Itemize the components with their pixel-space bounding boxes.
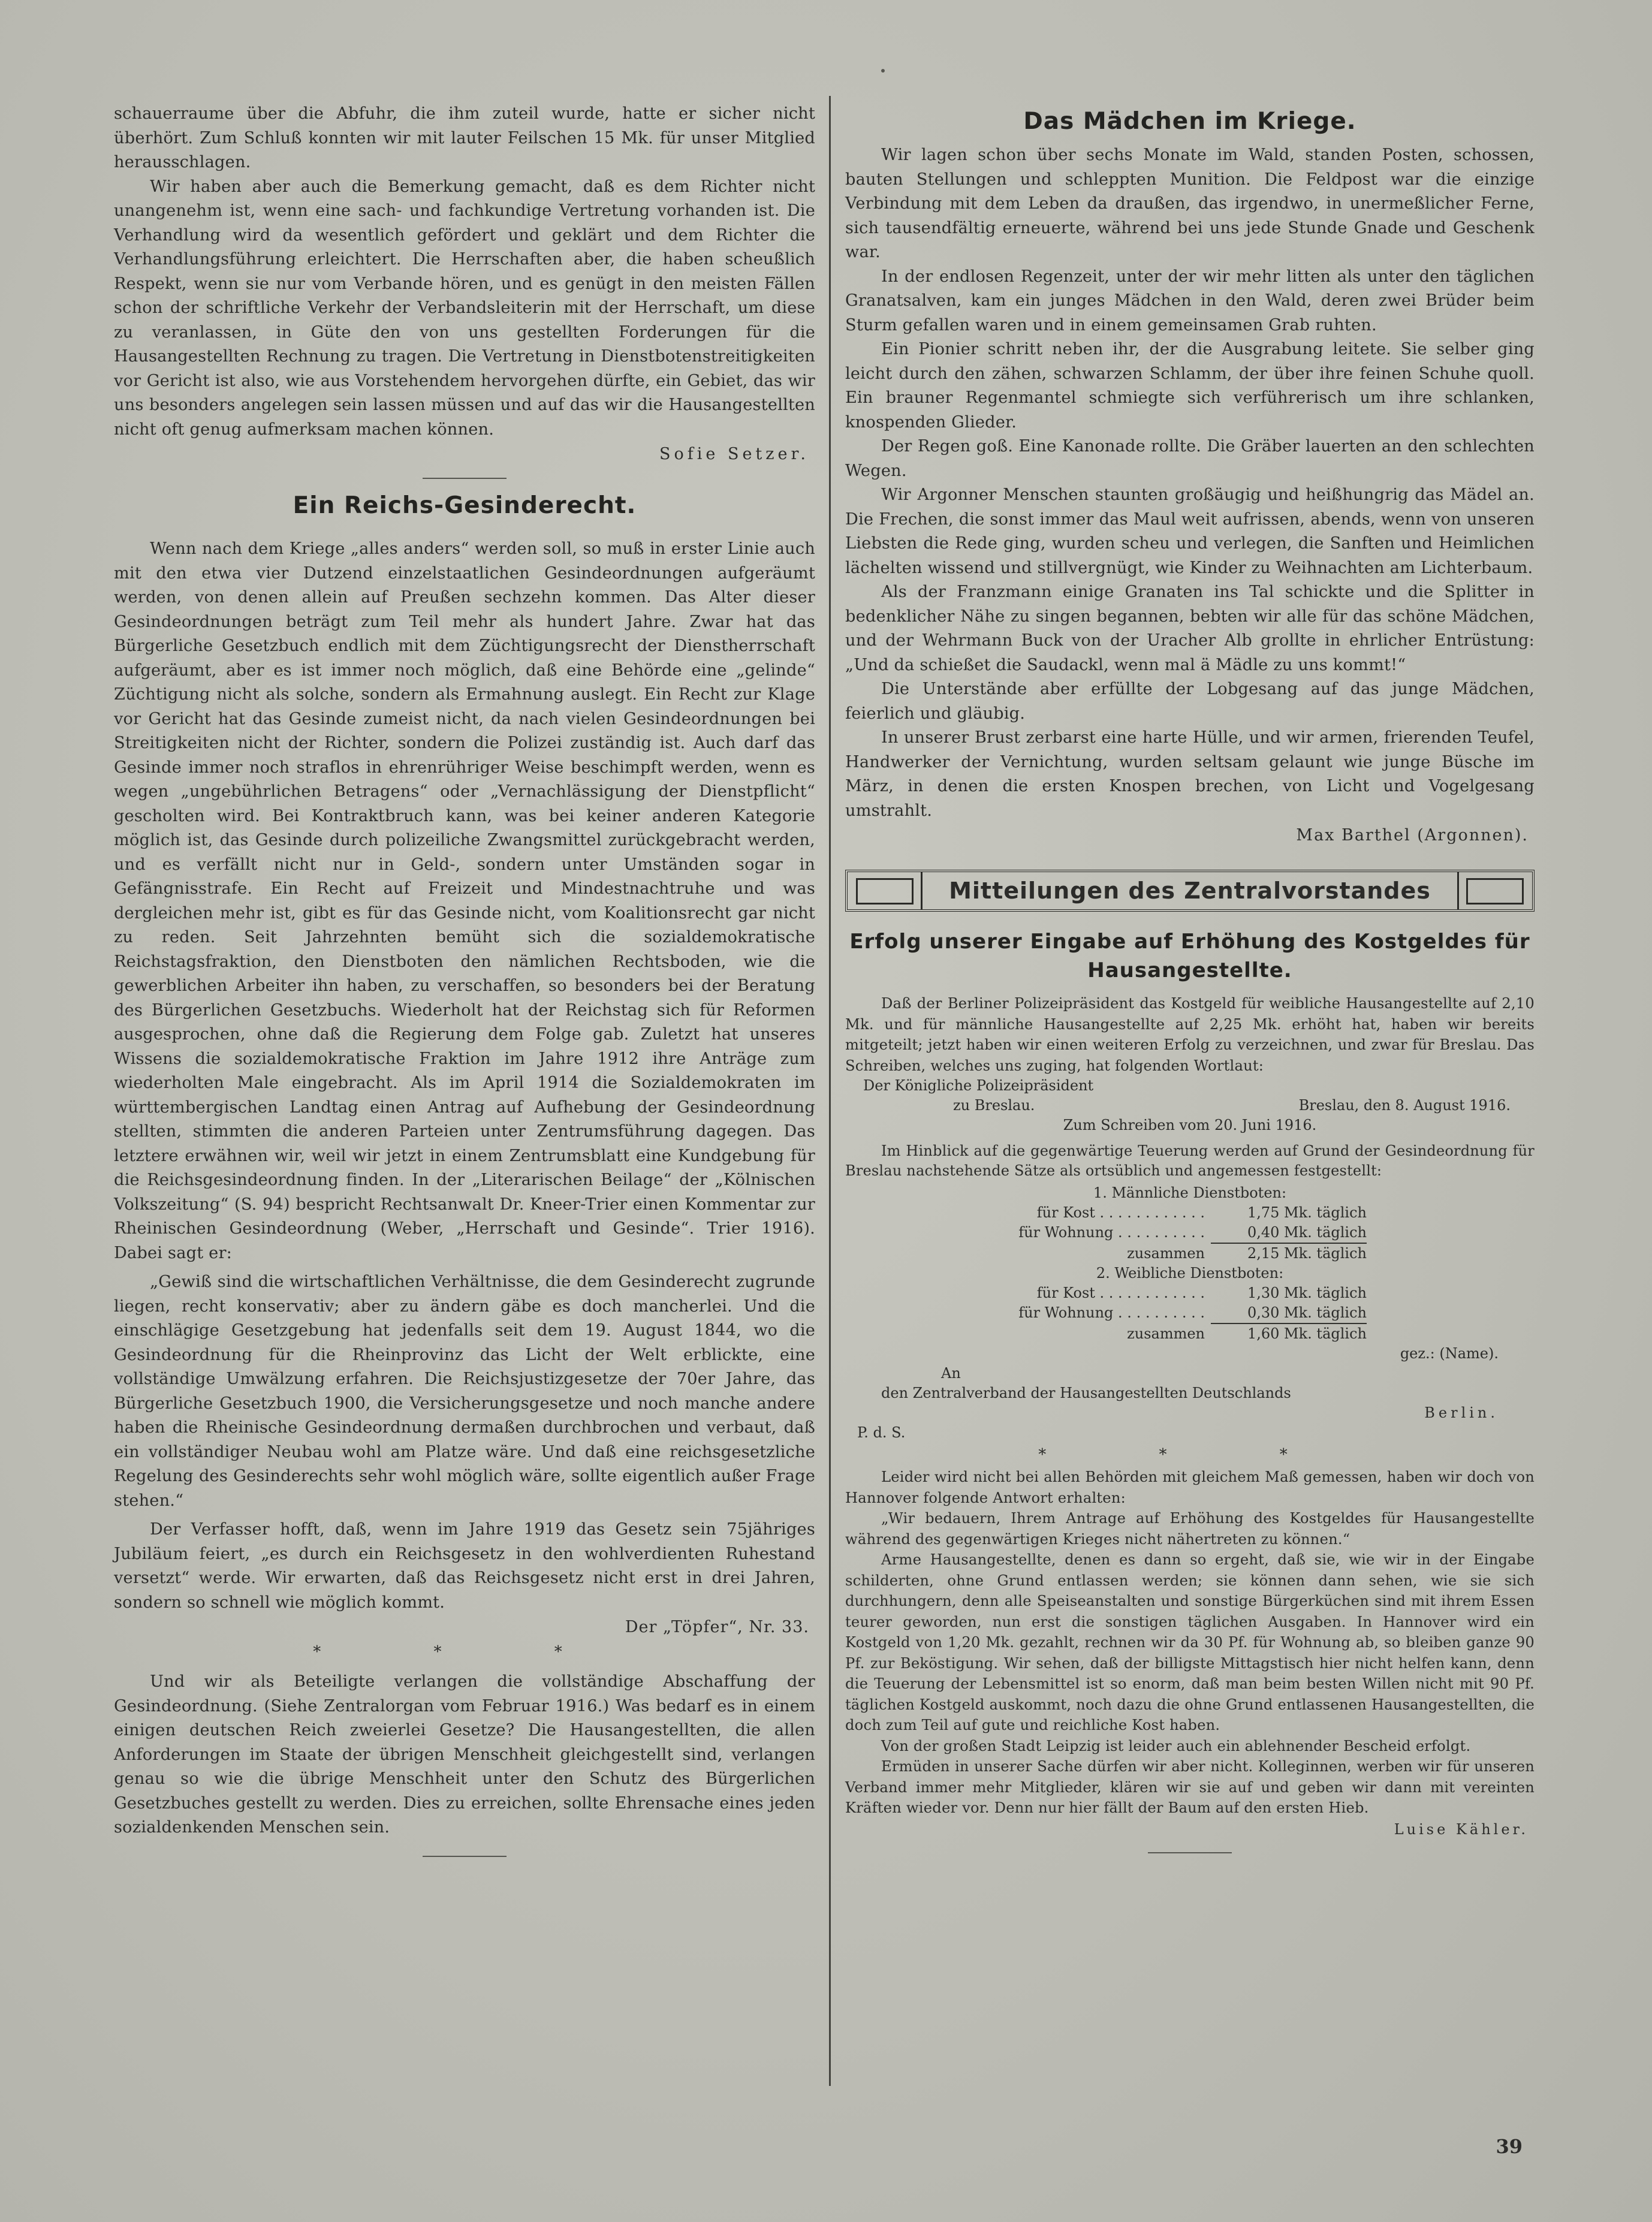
male-kost-label: für Kost . . . . . . . . . . . .: [1036, 1204, 1205, 1221]
story-paragraph: In unserer Brust zerbarst eine harte Hülle, und wir armen, frierenden Teufel, Handwerker der Vernichtung, wurden seltsam gelaunt wie junge Büsche im März, in denen die ersten Knospen brechen, von Licht und Vogelgesang umstrahlt.: [845, 728, 1535, 820]
female-row-total: [845, 1324, 1535, 1344]
female-total-value: 1,60 Mk. täglich: [1247, 1325, 1367, 1342]
story-paragraph: In der endlosen Regenzeit, unter der wir mehr litten als unter den täglichen Granatsalven, kam ein junges Mädchen in den Wald, deren zwei Brüder beim Sturm gefallen waren und in einem gemeinsamen Grab ruhten.: [845, 267, 1535, 334]
section-rule: [423, 478, 507, 479]
continued-paragraph-2: Wir haben aber auch die Bemerkung gemacht, daß es dem Richter nicht unangenehm ist, wenn eine sach- und fachkundige Vertretung vorhanden ist. Die Verhandlung wird da wesentlich gefördert und geklärt und dem Richter die Verhandlungsführung erleichtert. Die Herrschaften aber, die haben scheußlich Respekt, wenn sie nur vom Verbande hören, und es genügt in den meisten Fällen schon der schriftliche Verkehr der Verbandsleiterin mit der Herrschaft, um diese zu veranlassen, in Güte den von uns gestellten Forderungen für die Hausangestellten Rechnung zu tragen. Die Vertretung in Dienstbotenstreitigkeiten vor Gericht ist also, wie aus Vorstehendem hervorgehen dürfte, ein Gebiet, das wir uns besonders angelegen sein lassen müssen und auf das wir die Hausangestellten nicht oft genug aufmerksam machen können.: [114, 177, 815, 439]
story-title-maedchen-im-kriege: Das Mädchen im Kriege.: [1023, 108, 1356, 135]
story-paragraph: Die Unterstände aber erfüllte der Lobgesang auf das junge Mädchen, feierlich und gläubig.: [845, 680, 1535, 723]
male-kost-value: 1,75 Mk. täglich: [1247, 1204, 1367, 1221]
section-banner: [845, 870, 1535, 912]
story-paragraph: Wir Argonner Menschen staunten großäugig und heißhungrig das Mädel an. Die Frechen, die sonst immer das Maul weit aufrissen, abends, wenn von unseren Liebsten die Rede ging, wurden scheu und verlegen, die Sanften und Heimlichen lächelten wissend und stillvergnügt, wie Kinder zu Weihnachten am Lichterbaum.: [845, 486, 1535, 577]
letter-date: Breslau, den 8. August 1916.: [1298, 1097, 1511, 1114]
continued-paragraph-1: schauerraume über die Abfuhr, die ihm zuteil wurde, hatte er sicher nicht überhört. Zum Schluß konnten wir mit lauter Feilschen 15 Mk. für unser Mitglied herausschlagen.: [114, 104, 815, 171]
story-paragraph: Ein Pionier schritt neben ihr, der die Ausgrabung leitete. Sie selber ging leicht durch den zähen, schwarzen Schlamm, der über ihre feinen Schuhe quoll. Ein brauner Regenmantel schmiegte sich verführerisch um ihre schlanken, knospenden Glieder.: [845, 340, 1535, 432]
male-row-wohnung: [845, 1223, 1535, 1244]
male-row-kost: [845, 1203, 1535, 1223]
notice-title: Erfolg unserer Eingabe auf Erhöhung des Kostgeldes für Hausangestellte.: [849, 930, 1530, 982]
female-row-kost: [845, 1283, 1535, 1303]
letter-body: Im Hinblick auf die gegenwärtige Teuerung werden auf Grund der Gesindeordnung für Breslau nachstehende Sätze als ortsüblich und angemessen festgestellt:: [845, 1142, 1535, 1179]
letter-signed: gez.: (Name).: [1400, 1345, 1499, 1362]
closing-paragraph-right: Ermüden in unserer Sache dürfen wir aber nicht. Kolleginnen, werben wir für unseren Verband immer mehr Mitglieder, klären wir sie auf und geben wir dann mit vereinten Kräften wieder vor. Denn nur hier fällt der Baum auf den ersten Hieb.: [845, 1758, 1535, 1816]
story-paragraph: Als der Franzmann einige Granaten ins Tal schickte und die Splitter in bedenklicher Nähe zu singen begannen, bebten wir alle für das schöne Mädchen, und der Wehrmann Buck von der Uracher Alb grollte in ehrlicher Entrüstung: „Und da schießet die Saudackl, wenn mal ä Mädle zu uns kommt!“: [845, 583, 1535, 674]
banner-ornament-right: [1466, 878, 1524, 905]
male-wohnung-value: 0,40 Mk. täglich: [1211, 1223, 1367, 1244]
closing-paragraph-right: Leider wird nicht bei allen Behörden mit gleichem Maß gemessen, haben wir doch von Hannover folgende Antwort erhalten:: [845, 1469, 1535, 1506]
female-wohnung-label: für Wohnung . . . . . . . . . .: [1018, 1304, 1205, 1321]
closing-paragraph-right: „Wir bedauern, Ihrem Antrage auf Erhöhung des Kostgeldes für Hausangestellte während des gegenwärtigen Krieges nicht nähertreten zu können.“: [845, 1510, 1535, 1548]
letter-sender-2: zu Breslau.: [953, 1097, 1035, 1114]
page-number: 39: [1496, 2135, 1523, 2158]
closing-signature-luise-kaehler: Luise Kähler.: [1394, 1820, 1529, 1838]
article-quote: „Gewiß sind die wirtschaftlichen Verhältnisse, die dem Gesinderecht zugrunde liegen, recht konservativ; aber zu ändern gäbe es doch mancherlei. Und die einschlägige Gesetzgebung hat jedenfalls seit dem 19. August 1844, wo die Gesindeordnung für die Rheinprovinz das Licht der Welt erblickte, eine vollständige Umwälzung erfahren. Die Reichsjustizgesetze der 70er Jahre, das Bürgerliche Gesetzbuch 1900, die Versicherungsgesetze und noch manche andere haben die Rheinische Gesindeordnung dermaßen durchbrochen und verbaut, daß ein vollständiger Neubau wohl am Platze wäre. Und daß eine reichsgesetzliche Regelung des Gesinderechts sehr wohl möglich wäre, sollte eigentlich außer Frage stehen.“: [114, 1273, 815, 1510]
column-divider: [829, 96, 831, 2086]
signature-sofie-setzer: Sofie Setzer.: [659, 445, 809, 463]
story-paragraph: Der Regen goß. Eine Kanonade rollte. Die Gräber lauerten an den schlechten Wegen.: [845, 437, 1535, 480]
story-paragraph: Wir lagen schon über sechs Monate im Wald, standen Posten, schossen, bauten Stellungen und schleppten Munition. Die Feldpost war die einzige Verbindung mit dem Leben da draußen, das irgendwo, in unermeßlicher Ferne, sich tausendfältig erneuerte, während bei uns jede Stunde Gnade und Geschenk war.: [845, 146, 1535, 261]
female-row-wohnung: [845, 1303, 1535, 1324]
male-total-value: 2,15 Mk. täglich: [1247, 1245, 1367, 1262]
article-after-quote: Der Verfasser hofft, daß, wenn im Jahre 1919 das Gesetz sein 75jähriges Jubiläum feiert, „es durch ein Reichsgesetz in den wohlverdienten Ruhestand versetzt“ werde. Wir erwarten, daß das Reichsgesetz nicht erst in drei Jahren, sondern so schnell wie möglich kommt.: [114, 1520, 815, 1612]
closing-paragraph: Und wir als Beteiligte verlangen die vollständige Abschaffung der Gesindeordnung. (Siehe Zentralorgan vom Februar 1916.) Was bedarf es in einem einigen deutschen Reich zweierlei Gesetze? Die Hausangestellten, die allen Anforderungen im Staate der übrigen Menschheit gleichgestellt sind, verlangen genau so wie die übrige Menschheit unter den Schutz des Bürgerlichen Gesetzbuches gestellt zu werden. Dies zu erreichen, sollte Ehrensache eines jeden sozialdenkenden Menschen sein.: [114, 1672, 815, 1837]
closing-paragraph-right: Von der großen Stadt Leipzig ist leider auch ein ablehnender Bescheid erfolgt.: [881, 1737, 1471, 1754]
male-heading: 1. Männliche Dienstboten:: [1093, 1184, 1287, 1201]
right-column: [845, 102, 1535, 1864]
banner-separator-right: [1457, 872, 1459, 909]
banner-title: Mitteilungen des Zentralvorstandes: [949, 878, 1431, 904]
notice-body: [845, 993, 1535, 1840]
asterisk-separator: * * *: [313, 1643, 616, 1661]
official-letter: [845, 1076, 1535, 1443]
male-row-total: [845, 1244, 1535, 1264]
print-dot: [881, 69, 885, 73]
male-wohnung-label: für Wohnung . . . . . . . . . .: [1018, 1224, 1205, 1241]
article-paragraph: Wenn nach dem Kriege „alles anders“ werden soll, so muß in erster Linie auch mit den etwa vier Dutzend einzelstaatlichen Gesindeordnungen aufgeräumt werden, von denen allein auf Preußen sechzehn kommen. Das Alter dieser Gesindeordnungen beträgt zum Teil mehr als hundert Jahre. Zwar hat das Bürgerliche Gesetzbuch endlich mit dem Züchtigungsrecht der Dienstherrschaft aufgeräumt, aber es ist immer noch möglich, daß eine Behörde eine „gelinde“ Züchtigung nicht als solche, sondern als Ermahnung auslegt. Ein Recht zur Klage vor Gericht hat das Gesinde zumeist nicht, da nach vielen Gesindeordnungen bei Streitigkeiten nicht der Richter, sondern die Polizei zuständig ist. Auch darf das Gesinde immer noch straflos in ehrenrühriger Weise beschimpft werden, wenn es wegen „ungebührlichen Betragens“ oder „Vernachlässigung der Dienstpflicht“ gescholten wird. Bei Kontraktbruch kann, was bei keiner anderen Kategorie möglich ist, das Gesinde durch polizeiliche Zwangsmittel zurückgebracht werden, und es verfällt nicht nur in Geld-, sondern unter Umständen sogar in Gefängnisstrafe. Ein Recht auf Freizeit und Mindestnachtruhe und was dergleichen mehr ist, gibt es für das Gesinde nicht, vom Koalitionsrecht gar nicht zu reden. Seit Jahrzehnten bemüht sich die sozialdemokratische Reichstagsfraktion, den Dienstboten den nämlichen Rechtsboden, wie die gewerblichen Arbeiter ihn haben, zu verschaffen, so besonders bei der Beratung des Bürgerlichen Gesetzbuchs. Wiederholt hat der Reichstag sich für Reformen ausgesprochen, ohne daß die Regierung dem Folge gab. Zuletzt hat unseres Wissens die sozialdemokratische Fraktion im Jahre 1912 ihre Anträge zum wiederholten Male eingebracht. Als im April 1914 die Sozialdemokraten im württembergischen Landtag einen Antrag auf Aufhebung der Gesindeordnung stellten, stimmten die anderen Parteien unter Zentrumsführung dagegen. Das letztere erwähnen wir, weil wir jetzt in einem Zentrumsblatt eine Kundgebung für die Reichsgesindeordnung finden. In der „Literarischen Beilage“ der „Kölnischen Volkszeitung“ (S. 94) bespricht Rechtsanwalt Dr. Kneer-Trier einen Kommentar zur Rheinischen Gesindeordnung (Weber, „Herrschaft und Gesinde“. Trier 1916). Dabei sagt er:: [114, 539, 815, 1262]
letter-sender-1: Der Königliche Polizeipräsident: [863, 1077, 1094, 1094]
closing-paragraph-right: Arme Hausangestellte, denen es dann so ergeht, daß sie, wie wir in der Eingabe schilderten, ohne Grund entlassen werden; sie können dann sehen, wie sie sich durchhungern, denn alle Speiseanstalten und sonstige Bürgerküchen sind mit ihrem Essen teurer geworden, nun erst die sonstigen täglichen Ausgaben. In Hannover wird ein Kostgeld von 1,20 Mk. gezahlt, rechnen wir da 30 Pf. für Wohnung ab, so bleiben ganze 90 Pf. zur Beköstigung. Wir sehen, daß der billigste Mittagstisch hier nicht helfen kann, denn die Teuerung der Lebensmittel ist so enorm, daß man beim besten Willen nicht mit 90 Pf. täglichen Kostgeld auskommt, noch dazu die ohne Grund entlassenen Hausangestellten, die doch zum Teil auf gute und reichliche Kost haben.: [845, 1551, 1535, 1733]
letter-addr-2: den Zentralverband der Hausangestellten Deutschlands: [881, 1385, 1291, 1401]
end-rule: [423, 1856, 507, 1857]
female-wohnung-value: 0,30 Mk. täglich: [1211, 1303, 1367, 1324]
male-total-label: zusammen: [1127, 1245, 1205, 1262]
letter-sender-row: [845, 1096, 1535, 1115]
letter-ref: Zum Schreiben vom 20. Juni 1916.: [1063, 1117, 1317, 1133]
article-title-reichs-gesinderecht: Ein Reichs-Gesinderecht.: [293, 492, 637, 519]
article-source: Der „Töpfer“, Nr. 33.: [625, 1618, 809, 1636]
end-rule-right: [1148, 1852, 1232, 1853]
female-total-label: zusammen: [1127, 1325, 1205, 1342]
banner-separator-left: [921, 872, 923, 909]
female-heading: 2. Weibliche Dienstboten:: [1096, 1265, 1284, 1282]
notice-intro: Daß der Berliner Polizeipräsident das Kostgeld für weibliche Hausangestellte auf 2,10 Mk. und für männliche Hausangestellte auf 2,25 Mk. erhöht hat, haben wir bereits mitgeteilt; jetzt haben wir einen weiteren Erfolg zu verzeichnen, und zwar für Breslau. Das Schreiben, welches uns zuging, hat folgenden Wortlaut:: [845, 995, 1535, 1074]
asterisk-separator-right: * * *: [1038, 1446, 1342, 1464]
left-column: [114, 102, 815, 1868]
story-signature: Max Barthel (Argonnen).: [1296, 826, 1529, 845]
letter-addr-3: Berlin.: [1424, 1404, 1499, 1421]
female-kost-label: für Kost . . . . . . . . . . . .: [1036, 1285, 1205, 1301]
female-kost-value: 1,30 Mk. täglich: [1247, 1285, 1367, 1301]
letter-addr-1: An: [941, 1365, 961, 1382]
letter-pds: P. d. S.: [857, 1424, 906, 1441]
banner-ornament-left: [856, 878, 914, 905]
